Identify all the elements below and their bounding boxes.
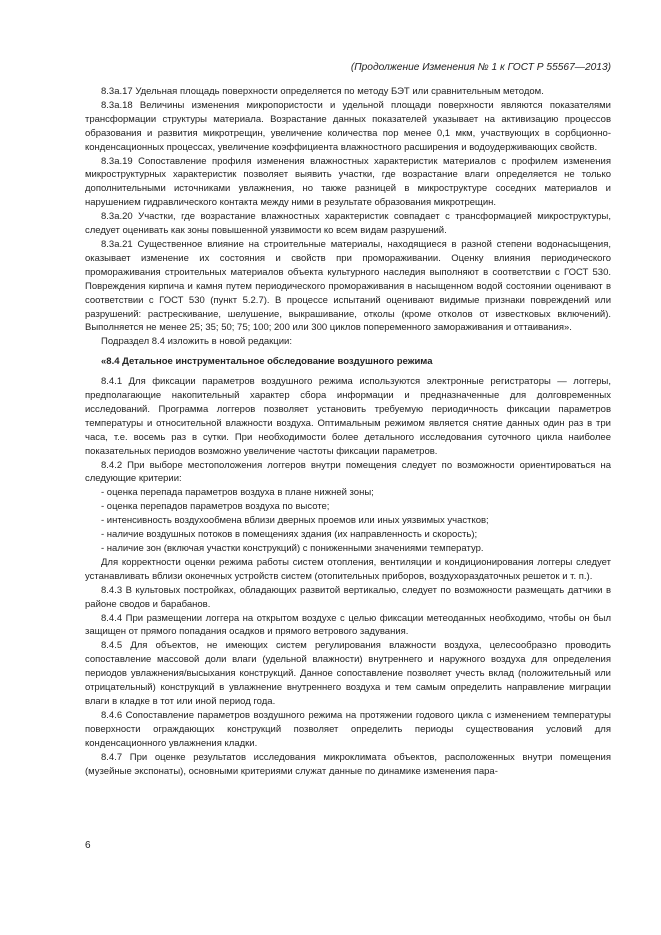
paragraph-hvac-loggers: Для корректности оценки режима работы систем отопления, вентиляции и кондиционирования логгеры следует устанавливать вблизи оконечных устройств систем (отопительных приборов, воздухораздаточных решеток и т. п.).: [85, 556, 611, 582]
list-item: - интенсивность воздухообмена вблизи дверных проемов или иных уязвимых участков;: [101, 515, 489, 527]
running-header: (Продолжение Изменения № 1 к ГОСТ Р 55567—2013): [350, 62, 611, 73]
document-body: [85, 85, 611, 778]
paragraph-8-3a-17: 8.3а.17 Удельная площадь поверхности определяется по методу БЭТ или сравнительным методом.: [101, 86, 544, 97]
page-number: 6: [85, 840, 91, 851]
criteria-list: [85, 486, 611, 556]
paragraph-8-3a-18: 8.3а.18 Величины изменения микропористости и удельной площади поверхности являются показателями трансформации структуры материала. Возрастание данных показателей указывает на активизацию процессов образования и развития микротрещин, увеличение количества пор менее 0,1 мкм, участвующих в сорбционно-конденсационных процессах, увеличение коэффициента влажностного расширения и водоудерживающих свойств.: [85, 99, 611, 153]
list-item: - наличие зон (включая участки конструкций) с пониженными значениями температур.: [101, 543, 484, 554]
paragraph-8-4-3: 8.4.3 В культовых постройках, обладающих развитой вертикалью, следует по возможности размещать датчики в районе сводов и барабанов.: [85, 584, 611, 610]
paragraph-8-4-2: 8.4.2 При выборе местоположения логгеров внутри помещения следует по возможности ориентироваться на следующие критерии:: [85, 459, 611, 485]
paragraph-8-4-5: 8.4.5 Для объектов, не имеющих систем регулирования влажности воздуха, целесообразно проводить сопоставление массовой доли влаги (удельной влажности) внутреннего и наружного воздуха для определения периодов увлажнения/высыхания конструкций. Данное сопоставление позволяет учесть вклад (положительный или отрицательный) конструкций в увлажнение внутреннего воздуха и тем самым определить направление миграции влаги в кладке в тот или иной период года.: [85, 640, 611, 707]
paragraph-8-4-6: 8.4.6 Сопоставление параметров воздушного режима на протяжении годового цикла с изменением температуры поверхности ограждающих конструкций позволяет определить периоды существования условий для конденсационного увлажнения кладки.: [85, 709, 611, 749]
section-heading-8-4: «8.4 Детальное инструментальное обследование воздушного режима: [101, 356, 433, 368]
paragraph-8-4-7: 8.4.7 При оценке результатов исследования микроклимата объектов, расположенных внутри помещения (музейные экспонаты), основными критериями служат данные по динамике изменения пара-: [85, 751, 611, 777]
paragraph-8-4-1: 8.4.1 Для фиксации параметров воздушного режима используются электронные регистраторы — логгеры, предполагающие накопительный характер сбора информации и предназначенные для долговременных исследований. Программа логгеров позволяет установить требуемую периодичность фиксации параметров температуры и относительной влажности воздуха. Оптимальным режимом является снятие данных один раз в три часа, т.е. восемь раз в сутки. При необходимости более детального исследования суточного цикла наиболее показательных периодов возможно увеличение частоты фиксации параметров.: [85, 376, 611, 457]
paragraph-8-3a-20: 8.3а.20 Участки, где возрастание влажностных характеристик совпадает с трансформацией микроструктуры, следует оценивать как зоны повышенной уязвимости ко всем видам разрушений.: [85, 211, 611, 237]
paragraph-8-3a-21: 8.3а.21 Существенное влияние на строительные материалы, находящиеся в разной степени водонасыщения, оказывает изменение их состояния и свойств при промораживании. Оценку влияния периодического промораживания строительных материалов объекта культурного наследия выполняют в соответствии с ГОСТ 530. Повреждения кирпича и камня путем периодического промораживания в насыщенном водой состоянии оценивают в соответствии с ГОСТ 530 (пункт 5.2.7). В процессе испытаний оценивают видимые признаки повреждений или разрушений: растрескивание, шелушение, выкрашивание, отколы (кроме отколов от известковых включений). Выполняется не менее 25; 35; 50; 75; 100; 200 или 300 циклов попеременного замораживания и оттаивания».: [85, 238, 611, 334]
list-item: - наличие воздушных потоков в помещениях здания (их направленность и скорость);: [101, 529, 478, 541]
paragraph-8-4-4: 8.4.4 При размещении логгера на открытом воздухе с целью фиксации метеоданных необходимо, чтобы он был защищен от прямого попадания осадков и прямого ветрового задувания.: [85, 612, 611, 638]
paragraph-8-3a-19: 8.3а.19 Сопоставление профиля изменения влажностных характеристик материалов с профилем изменения микроструктурных характеристик позволяет выявить участки, где возрастание влаги определяется не только дополнительными источниками увлажнения, но также разницей в микроструктуре соседних материалов и нарушением гидравлического контакта между ними в результате образования микротрещин.: [85, 155, 611, 209]
paragraph-instruction: Подраздел 8.4 изложить в новой редакции:: [101, 336, 292, 348]
list-item: - оценка перепада параметров воздуха в плане нижней зоны;: [101, 487, 374, 499]
list-item: - оценка перепадов параметров воздуха по высоте;: [101, 501, 330, 513]
